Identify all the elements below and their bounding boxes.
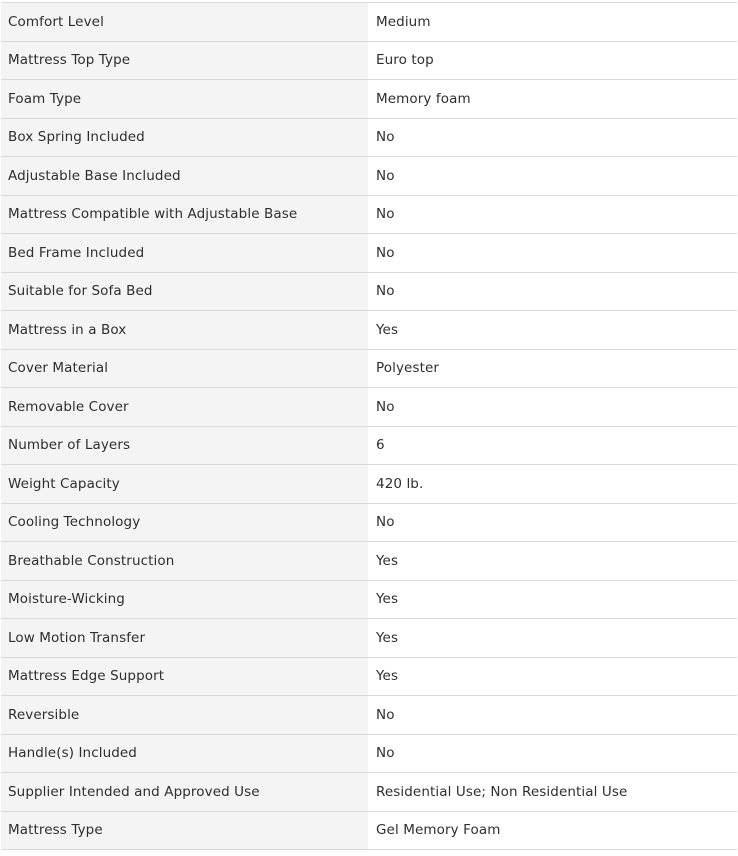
spec-row	[1, 349, 737, 388]
spec-label: Moisture-Wicking	[1, 580, 368, 619]
spec-label: Mattress Compatible with Adjustable Base	[1, 195, 368, 234]
specifications-table	[1, 2, 737, 850]
spec-row	[1, 773, 737, 812]
spec-value: Memory foam	[368, 80, 737, 119]
spec-value: No	[368, 503, 737, 542]
spec-value: No	[368, 388, 737, 427]
spec-row	[1, 580, 737, 619]
spec-label: Mattress in a Box	[1, 311, 368, 350]
spec-label: Handle(s) Included	[1, 734, 368, 773]
spec-label: Weight Capacity	[1, 465, 368, 504]
spec-value: No	[368, 195, 737, 234]
spec-row	[1, 619, 737, 658]
spec-value: 420 lb.	[368, 465, 737, 504]
spec-value: No	[368, 272, 737, 311]
spec-row	[1, 696, 737, 735]
spec-row	[1, 272, 737, 311]
spec-label: Low Motion Transfer	[1, 619, 368, 658]
spec-row	[1, 311, 737, 350]
spec-label: Adjustable Base Included	[1, 157, 368, 196]
spec-value: No	[368, 234, 737, 273]
spec-label: Box Spring Included	[1, 118, 368, 157]
spec-value: Yes	[368, 542, 737, 581]
spec-row	[1, 80, 737, 119]
spec-label: Removable Cover	[1, 388, 368, 427]
spec-row	[1, 157, 737, 196]
spec-label: Mattress Top Type	[1, 41, 368, 80]
spec-label: Suitable for Sofa Bed	[1, 272, 368, 311]
spec-row	[1, 195, 737, 234]
spec-value: Yes	[368, 580, 737, 619]
spec-row	[1, 465, 737, 504]
spec-row	[1, 503, 737, 542]
spec-row	[1, 811, 737, 850]
spec-value: Polyester	[368, 349, 737, 388]
spec-label: Cover Material	[1, 349, 368, 388]
spec-label: Mattress Type	[1, 811, 368, 850]
spec-value: Yes	[368, 619, 737, 658]
spec-label: Comfort Level	[1, 3, 368, 42]
spec-value: Residential Use; Non Residential Use	[368, 773, 737, 812]
spec-row	[1, 657, 737, 696]
spec-row	[1, 542, 737, 581]
spec-label: Supplier Intended and Approved Use	[1, 773, 368, 812]
spec-row	[1, 41, 737, 80]
spec-value: Gel Memory Foam	[368, 811, 737, 850]
spec-value: Medium	[368, 3, 737, 42]
spec-value: Yes	[368, 657, 737, 696]
spec-value: Yes	[368, 311, 737, 350]
spec-value: No	[368, 734, 737, 773]
spec-label: Cooling Technology	[1, 503, 368, 542]
spec-row	[1, 426, 737, 465]
spec-row	[1, 234, 737, 273]
spec-row	[1, 734, 737, 773]
spec-label: Number of Layers	[1, 426, 368, 465]
spec-value: No	[368, 696, 737, 735]
spec-value: No	[368, 157, 737, 196]
spec-label: Foam Type	[1, 80, 368, 119]
spec-label: Mattress Edge Support	[1, 657, 368, 696]
spec-value: 6	[368, 426, 737, 465]
spec-label: Reversible	[1, 696, 368, 735]
spec-row	[1, 388, 737, 427]
spec-row	[1, 118, 737, 157]
spec-value: Euro top	[368, 41, 737, 80]
spec-row	[1, 3, 737, 42]
spec-label: Breathable Construction	[1, 542, 368, 581]
spec-label: Bed Frame Included	[1, 234, 368, 273]
spec-value: No	[368, 118, 737, 157]
